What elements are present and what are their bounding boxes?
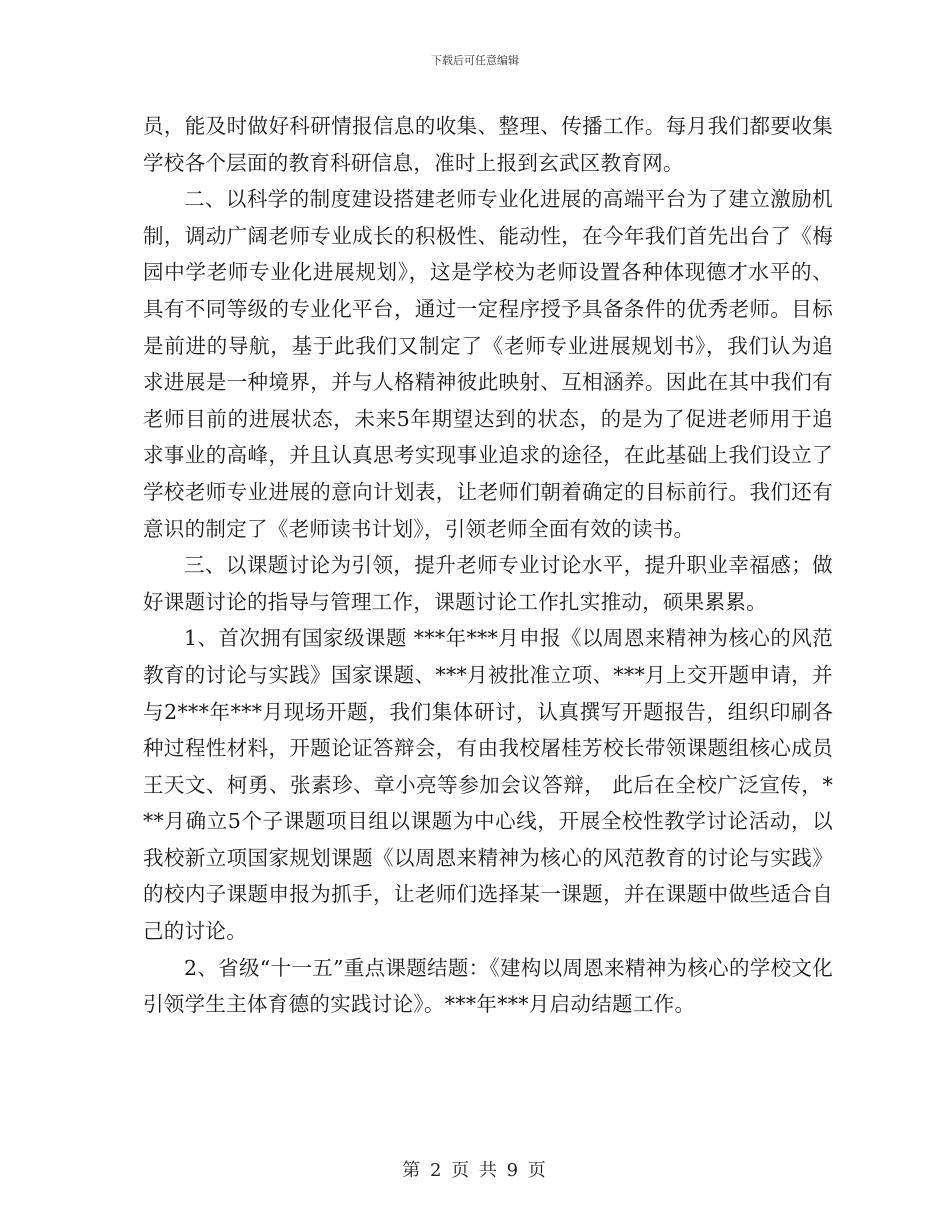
paragraph-item-one: 1、首次拥有国家级课题 ***年***月申报《以周恩来精神为核心的风范教育的讨论与实践》国家课题、***月被批准立项、***月上交开题申请，并与2***年***月现场开题，我们集体研讨，认真撰写开题报告，组织印刷各种过程性材料，开题论证答辩会，有由我校屠桂芳校长带领课题组核心成员王天文、柯勇、张素珍、章小亮等参加会议答辩， 此后在全校广泛宣传，***月确立5个子课题项目组以课题为中心线，开展全校性教学讨论活动，以我校新立项国家规划课题《以周恩来精神为核心的风范教育的讨论与实践》的校内子课题申报为抓手，让老师们选择某一课题，并在课题中做些适合自己的讨论。 xyxy=(143,626,833,944)
paragraph-item-two: 2、省级“十一五”重点课题结题：《建构以周恩来精神为核心的学校文化引领学生主体育德的实践讨论》。***年***月启动结题工作。 xyxy=(143,955,833,1017)
page-number: 第 2 页 共 9 页 xyxy=(402,1160,548,1181)
paragraph-section-two: 二、以科学的制度建设搭建老师专业化进展的高端平台为了建立激励机制，调动广阔老师专业成长的积极性、能动性，在今年我们首先出台了《梅园中学老师专业化进展规划》，这是学校为老师设置各种体现德才水平的、具有不同等级的专业化平台，通过一定程序授予具备条件的优秀老师。目标是前进的导航，基于此我们又制定了《老师专业进展规划书》，我们认为追求进展是一种境界，并与人格精神彼此映射、互相涵养。因此在其中我们有老师目前的进展状态，未来5年期望达到的状态，的是为了促进老师用于追求事业的高峰，并且认真思考实现事业追求的途径，在此基础上我们设立了学校老师专业进展的意向计划表，让老师们朝着确定的目标前行。我们还有意识的制定了《老师读书计划》，引领老师全面有效的读书。 xyxy=(143,187,833,541)
paragraph-continuation: 员，能及时做好科研情报信息的收集、整理、传播工作。每月我们都要收集学校各个层面的教育科研信息，准时上报到玄武区教育网。 xyxy=(143,114,833,175)
document-body xyxy=(143,108,833,1023)
paragraph-section-three: 三、以课题讨论为引领，提升老师专业讨论水平，提升职业幸福感；做好课题讨论的指导与管理工作，课题讨论工作扎实推动，硕果累累。 xyxy=(143,553,833,614)
page-header-note: 下载后可任意编辑 xyxy=(431,54,519,67)
